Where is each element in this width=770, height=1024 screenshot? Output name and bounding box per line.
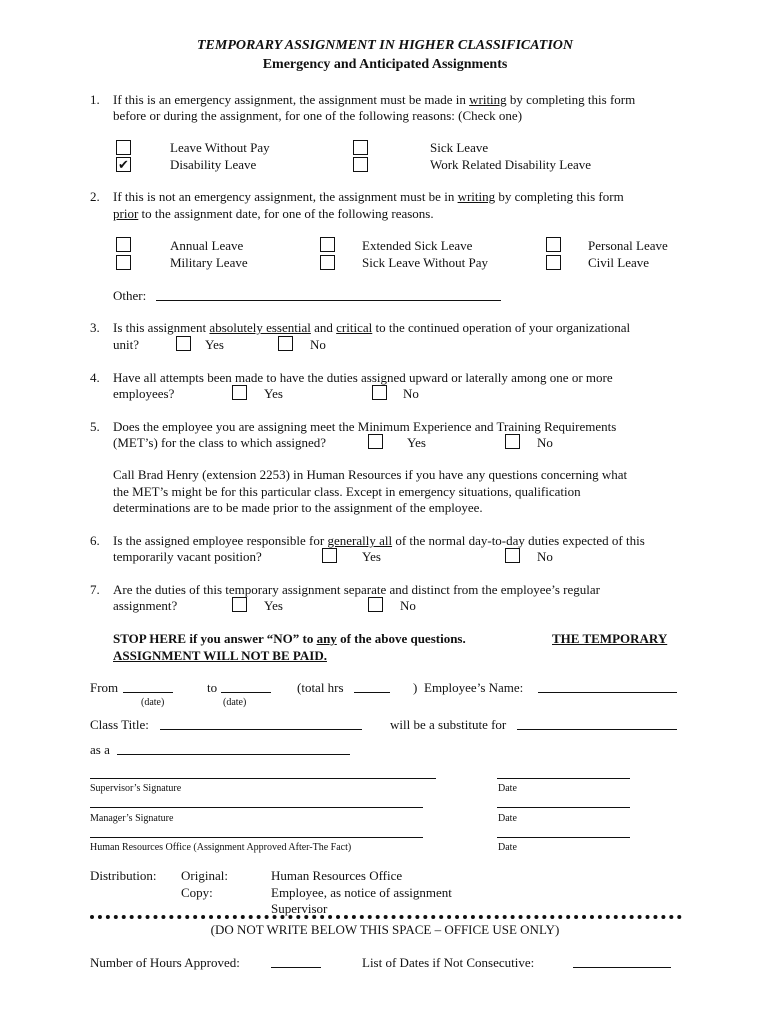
q7-yes-label: Yes [264, 598, 283, 613]
hours-approved-label: Number of Hours Approved: [90, 955, 240, 970]
option-civil-leave: Civil Leave [588, 255, 650, 270]
substitute-label: will be a substitute for [390, 717, 507, 732]
supervisor-signature-line[interactable] [90, 778, 436, 779]
total-hrs-input[interactable] [354, 692, 390, 693]
q4-yes-checkbox[interactable] [232, 385, 247, 400]
q2-text-line2: prior to the assignment date, for one of the following reasons. [113, 206, 434, 221]
checkbox-disability-leave[interactable] [116, 157, 131, 172]
q7-yes-checkbox[interactable] [232, 597, 247, 612]
checkbox-leave-without-pay[interactable] [116, 140, 131, 155]
q3-text-line1: Is this assignment absolutely essential and critical to the continued operation of your organizational [113, 320, 631, 335]
checkbox-annual-leave[interactable] [116, 237, 131, 252]
q5-text-line2: (MET’s) for the class to which assigned? [113, 435, 327, 450]
q3-yes-checkbox[interactable] [176, 336, 191, 351]
from-date-caption: (date) [141, 697, 165, 708]
checkbox-civil-leave[interactable] [546, 255, 561, 270]
checkbox-sick-leave[interactable] [353, 140, 368, 155]
q1-text-line2: before or during the assignment, for one of the following reasons: (Check one) [113, 108, 523, 123]
form-subtitle: Emergency and Anticipated Assignments [262, 57, 508, 72]
q5-number: 5. [90, 419, 100, 434]
met-note-line2: the MET’s might be for this particular class. Except in emergency situations, qualification [113, 484, 581, 499]
q3-no-label: No [310, 337, 326, 352]
employee-name-label: Employee’s Name: [424, 680, 524, 695]
other-label: Other: [113, 288, 147, 303]
class-title-label: Class Title: [90, 717, 149, 732]
dates-not-consecutive-label: List of Dates if Not Consecutive: [362, 955, 535, 970]
q5-no-checkbox[interactable] [505, 434, 520, 449]
q4-no-checkbox[interactable] [372, 385, 387, 400]
stop-warning-emphasis: THE TEMPORARY [552, 631, 668, 646]
met-note-line3: determinations are to be made prior to the assignment of the employee. [113, 500, 483, 515]
close-paren: ) [413, 680, 418, 695]
class-title-input[interactable] [160, 729, 362, 730]
manager-date-label: Date [498, 813, 517, 824]
hr-date-label: Date [498, 842, 517, 853]
manager-signature-label: Manager’s Signature [90, 813, 174, 824]
office-use-divider [90, 915, 682, 919]
option-personal-leave: Personal Leave [588, 238, 668, 253]
q7-text-line1: Are the duties of this temporary assignment separate and distinct from the employee’s regular [113, 582, 600, 597]
substitute-input[interactable] [517, 729, 677, 730]
q4-text-line1: Have all attempts been made to have the duties assigned upward or laterally among one or more [113, 370, 613, 385]
q1-number: 1. [90, 92, 100, 107]
q6-yes-label: Yes [362, 549, 381, 564]
supervisor-date-line[interactable] [497, 778, 630, 779]
supervisor-signature-label: Supervisor’s Signature [90, 783, 182, 794]
q2-text-line1: If this is not an emergency assignment, the assignment must be in writing by completing this form [113, 189, 624, 204]
to-date-input[interactable] [221, 692, 271, 693]
original-label: Original: [181, 868, 228, 883]
q6-number: 6. [90, 533, 100, 548]
option-work-related-disability-leave: Work Related Disability Leave [430, 157, 592, 172]
copy-recipient-employee: Employee, as notice of assignment [271, 885, 452, 900]
hr-signature-label: Human Resources Office (Assignment Approved After-The Fact) [90, 842, 352, 853]
q2-number: 2. [90, 189, 100, 204]
as-a-input[interactable] [117, 754, 350, 755]
copy-label: Copy: [181, 885, 213, 900]
copy-recipient-supervisor: Supervisor [271, 901, 328, 916]
q6-text-line1: Is the assigned employee responsible for generally all of the normal day-to-day duties expected of this [113, 533, 645, 548]
hr-date-line[interactable] [497, 837, 630, 838]
other-input[interactable] [156, 300, 501, 301]
q7-number: 7. [90, 582, 100, 597]
from-label: From [90, 680, 119, 695]
q3-text-line2: unit? [113, 337, 139, 352]
original-recipient: Human Resources Office [271, 868, 403, 883]
q3-yes-label: Yes [205, 337, 224, 352]
total-hrs-label: (total hrs [297, 680, 344, 695]
hours-approved-input[interactable] [271, 967, 321, 968]
to-label: to [207, 680, 218, 695]
from-date-input[interactable] [123, 692, 173, 693]
q7-no-checkbox[interactable] [368, 597, 383, 612]
supervisor-date-label: Date [498, 783, 517, 794]
q3-no-checkbox[interactable] [278, 336, 293, 351]
q5-text-line1: Does the employee you are assigning meet the Minimum Experience and Training Requirements [113, 419, 617, 434]
q6-no-checkbox[interactable] [505, 548, 520, 563]
met-note-line1: Call Brad Henry (extension 2253) in Human Resources if you have any questions concerning what [113, 467, 628, 482]
q5-no-label: No [537, 435, 553, 450]
checkbox-personal-leave[interactable] [546, 237, 561, 252]
checkbox-work-related-disability-leave[interactable] [353, 157, 368, 172]
form-title: TEMPORARY ASSIGNMENT IN HIGHER CLASSIFICATION [196, 38, 574, 53]
option-disability-leave: Disability Leave [170, 157, 257, 172]
q6-no-label: No [537, 549, 553, 564]
q4-text-line2: employees? [113, 386, 175, 401]
distribution-label: Distribution: [90, 868, 157, 883]
option-annual-leave: Annual Leave [170, 238, 244, 253]
stop-warning-line1: STOP HERE if you answer “NO” to any of the above questions. [113, 631, 466, 646]
option-sick-leave: Sick Leave [430, 140, 489, 155]
manager-date-line[interactable] [497, 807, 630, 808]
checkbox-extended-sick-leave[interactable] [320, 237, 335, 252]
q5-yes-label: Yes [407, 435, 426, 450]
as-a-label: as a [90, 742, 110, 757]
q6-yes-checkbox[interactable] [322, 548, 337, 563]
option-leave-without-pay: Leave Without Pay [170, 140, 270, 155]
employee-name-input[interactable] [538, 692, 677, 693]
office-use-banner: (DO NOT WRITE BELOW THIS SPACE – OFFICE USE ONLY) [210, 922, 560, 937]
q4-yes-label: Yes [264, 386, 283, 401]
option-military-leave: Military Leave [170, 255, 248, 270]
stop-warning-line2: ASSIGNMENT WILL NOT BE PAID. [113, 648, 327, 663]
q3-number: 3. [90, 320, 100, 335]
manager-signature-line[interactable] [90, 807, 423, 808]
option-extended-sick-leave: Extended Sick Leave [362, 238, 473, 253]
q5-yes-checkbox[interactable] [368, 434, 383, 449]
check-mark-icon: ✔ [118, 157, 129, 172]
hr-signature-line[interactable] [90, 837, 423, 838]
q4-no-label: No [403, 386, 419, 401]
to-date-caption: (date) [223, 697, 247, 708]
q4-number: 4. [90, 370, 100, 385]
option-sick-leave-without-pay: Sick Leave Without Pay [362, 255, 488, 270]
q6-text-line2: temporarily vacant position? [113, 549, 262, 564]
q7-text-line2: assignment? [113, 598, 178, 613]
checkbox-sick-leave-without-pay[interactable] [320, 255, 335, 270]
checkbox-military-leave[interactable] [116, 255, 131, 270]
q1-text-line1: If this is an emergency assignment, the assignment must be made in writing by completing this form [113, 92, 636, 107]
dates-not-consecutive-input[interactable] [573, 967, 671, 968]
q7-no-label: No [400, 598, 416, 613]
